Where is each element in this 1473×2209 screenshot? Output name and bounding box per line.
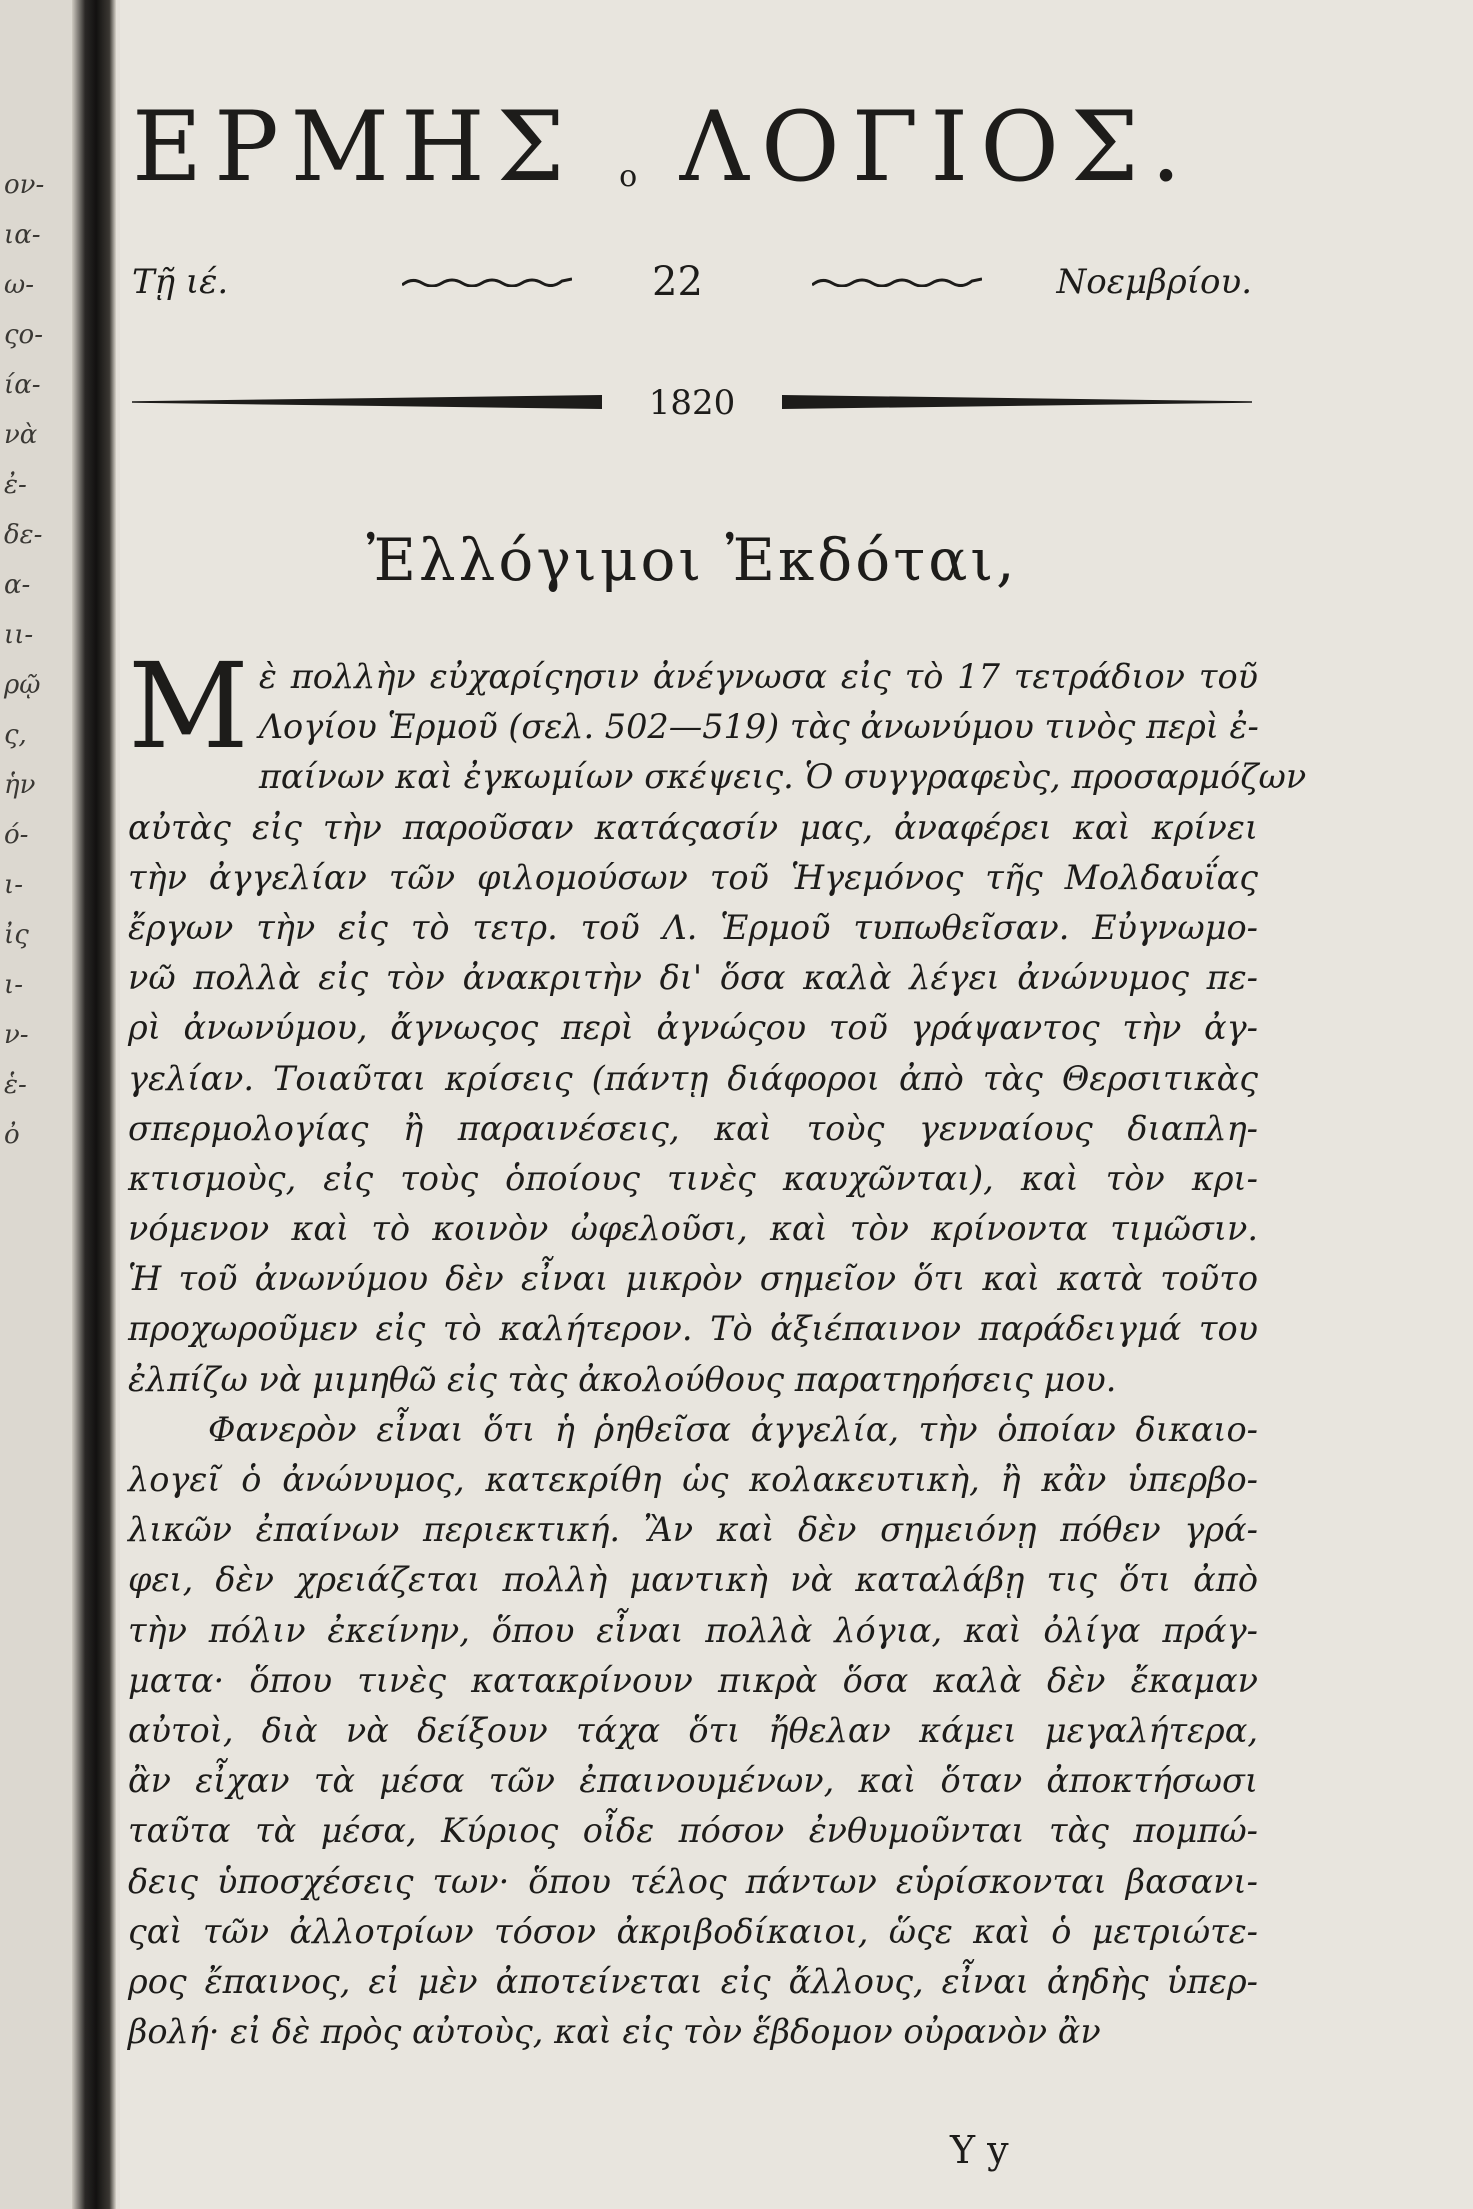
text-line: τὴν πόλιν ἐκείνην, ὅπου εἶναι πολλὰ λόγια, καὶ ὀλίγα πράγ- (128, 1610, 1258, 1650)
margin-fragment: ἰς (4, 920, 29, 950)
ornament-rule-left (402, 277, 572, 287)
signature-mark: Y y (950, 2128, 1009, 2172)
article-body (128, 637, 1307, 2057)
text-line: ματα· ὅπου τινὲς κατακρίνουν πικρὰ ὅσα καλὰ δὲν ἔκαμαν (128, 1660, 1258, 1700)
thick-rule-left (132, 395, 602, 409)
text-line: αὐτοὶ, διὰ νὰ δείξουν τάχα ὅτι ἤθελαν κάμει μεγαλήτερα, (128, 1710, 1258, 1750)
text-line: Φανερὸν εἶναι ὅτι ἡ ῥηθεῖσα ἀγγελία, τὴν ὁποίαν δικαιο- (208, 1409, 1258, 1449)
margin-fragment: ἡν (4, 770, 36, 800)
paragraph-1 (128, 637, 1307, 1405)
text-line: ὲ πολλὴν εὐχαρίςησιν ἀνέγνωσα εἰς τὸ 17 τετράδιον τοῦ (258, 657, 1258, 696)
margin-fragment: ό- (4, 820, 29, 850)
margin-fragment: ςο- (4, 320, 43, 350)
margin-fragment: α- (4, 570, 31, 600)
issue-number: 22 (652, 259, 703, 305)
text-line: Λογίου Ἑρμοῦ (σελ. 502—519) τὰς ἀνωνύμου τινὸς περὶ ἐ- (258, 707, 1259, 747)
text-line: νῶ πολλὰ εἰς τὸν ἀνακριτὴν δι' ὅσα καλὰ λέγει ἀνώνυμος πε- (128, 958, 1258, 998)
margin-fragment: ς, (4, 720, 27, 750)
text-line: λογεῖ ὁ ἀνώνυμος, κατεκρίθη ὡς κολακευτικὴ, ἢ κἂν ὑπερβο- (128, 1460, 1258, 1499)
text-line: κτισμοὺς, εἰς τοὺς ὁποίους τινὲς καυχῶνται), καὶ τὸν κρι- (128, 1158, 1258, 1198)
masthead-article: ο (619, 159, 638, 194)
margin-fragment: ω- (4, 270, 34, 300)
text-line: ρὶ ἀνωνύμου, ἄγνωςος περὶ ἀγνώςου τοῦ γράψαντος τὴν ἀγ- (128, 1008, 1258, 1048)
text-line: τὴν ἀγγελίαν τῶν φιλομούσων τοῦ Ἡγεμόνος τῆς Μολδαυΐας (128, 857, 1258, 897)
ornament-rule-right (812, 277, 982, 287)
margin-fragment: ρῷ (4, 670, 41, 700)
text-line: ἂν εἶχαν τὰ μέσα τῶν ἐπαινουμένων, καὶ ὅταν ἀποκτήσωσι (128, 1761, 1258, 1801)
text-line: γελίαν. Τοιαῦται κρίσεις (πάντῃ διάφοροι ἀπὸ τὰς Θερσιτικὰς (128, 1058, 1258, 1098)
margin-fragment: ία- (4, 370, 41, 400)
article-heading: Ἐλλόγιμοι Ἐκδόται, (366, 526, 1018, 594)
drop-cap: M (128, 637, 249, 775)
text-line: ταῦτα τὰ μέσα, Κύριος οἶδε πόσον ἐνθυμοῦνται τὰς πομπώ- (128, 1811, 1258, 1851)
thick-rule-right (782, 395, 1252, 409)
margin-fragment: νὰ (4, 420, 38, 450)
paragraph-2 (128, 1405, 1258, 2057)
masthead (132, 92, 1252, 202)
margin-fragment: ιι- (4, 620, 34, 650)
text-line: λικῶν ἐπαίνων περιεκτική. Ἂν καὶ δὲν σημειόνῃ πόθεν γρά- (128, 1510, 1258, 1550)
text-line: προχωροῦμεν εἰς τὸ καλήτερον. Τὸ ἀξιέπαινον παράδειγμά του (128, 1309, 1258, 1349)
text-line: ςαὶ τῶν ἀλλοτρίων τόσον ἀκριβοδίκαιοι, ὥςε καὶ ὁ μετριώτε- (128, 1911, 1258, 1951)
margin-fragment: ι- (4, 870, 23, 900)
text-line: σπερμολογίας ἢ παραινέσεις, καὶ τοὺς γενναίους διαπλη- (128, 1108, 1258, 1148)
margin-fragment: ια- (4, 220, 41, 250)
book-gutter (72, 0, 116, 2209)
text-line: αὐτὰς εἰς τὴν παροῦσαν κατάςασίν μας, ἀναφέρει καὶ κρίνει (128, 807, 1258, 847)
text-line: παίνων καὶ ἐγκωμίων σκέψεις. Ὁ συγγραφεὺς, προσαρμόζων (258, 757, 1307, 797)
dateline (132, 252, 1252, 312)
margin-fragment: ον- (4, 170, 45, 200)
margin-fragment: ἑ- (4, 1070, 27, 1100)
margin-fragment: ν- (4, 1020, 29, 1050)
issue-label: Τῇ ιέ. (132, 262, 229, 302)
text-line: φει, δὲν χρειάζεται πολλὴ μαντικὴ νὰ καταλάβῃ τις ὅτι ἀπὸ (128, 1560, 1258, 1600)
masthead-right: ΛΟΓΙΟΣ. (679, 91, 1194, 203)
text-line: Ἡ τοῦ ἀνωνύμου δὲν εἶναι μικρὸν σημεῖον ὅτι καὶ κατὰ τοῦτο (128, 1259, 1258, 1299)
text-line: ἐλπίζω νὰ μιμηθῶ εἰς τὰς ἀκολούθους παρατηρήσεις μου. (128, 1359, 1117, 1399)
margin-fragment: δε- (4, 520, 43, 550)
text-line: ρος ἔπαινος, εἰ μὲν ἀποτείνεται εἰς ἄλλους, εἶναι ἀηδὴς ὑπερ- (128, 1961, 1258, 2001)
text-line: δεις ὑποσχέσεις των· ὅπου τέλος πάντων εὑρίσκονται βασανι- (128, 1861, 1258, 1901)
year: 1820 (648, 383, 736, 423)
masthead-left: ΕΡΜΗΣ (132, 91, 577, 203)
margin-fragment: ἐ- (4, 470, 27, 500)
text-line: βολή· εἰ δὲ πρὸς αὐτοὺς, καὶ εἰς τὸν ἕβδομον οὐρανὸν ἂν (128, 2012, 1101, 2052)
margin-fragment: ὀ (4, 1120, 20, 1150)
year-rule (132, 378, 1252, 428)
text-line: ἔργων τὴν εἰς τὸ τετρ. τοῦ Λ. Ἑρμοῦ τυπωθεῖσαν. Εὐγνωμο- (128, 907, 1258, 947)
month-label: Νοεμβρίου. (1056, 262, 1252, 302)
text-line: νόμενον καὶ τὸ κοινὸν ὠφελοῦσι, καὶ τὸν κρίνοντα τιμῶσιν. (128, 1209, 1258, 1249)
margin-fragment: ι- (4, 970, 23, 1000)
